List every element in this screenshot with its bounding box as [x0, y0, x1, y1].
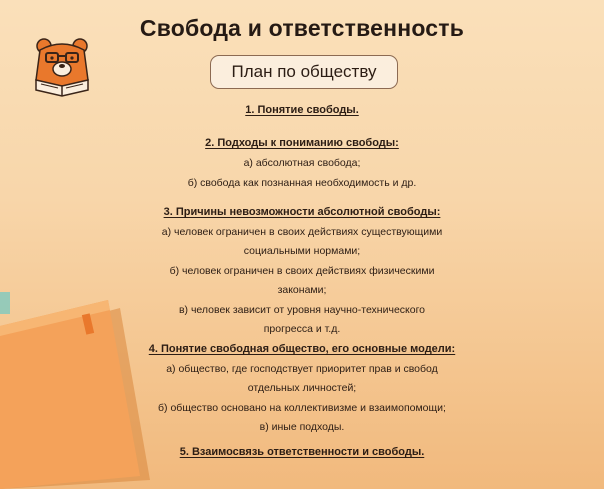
plan-heading-text: 4. Понятие свободная общество, его основные модели:	[148, 343, 456, 355]
plan-item-text: а) человек ограничен в своих действиях существующими	[161, 226, 443, 238]
plan-item	[0, 226, 604, 238]
plan-heading	[0, 446, 604, 458]
plan-item	[0, 304, 604, 316]
plan-item-text: б) общество основано на коллективизме и взаимопомощи;	[158, 402, 446, 414]
plan-heading	[0, 343, 604, 355]
plan-item-text: социальными нормами;	[243, 245, 361, 257]
page-title: Свобода и ответственность	[139, 15, 465, 41]
plan-item	[0, 265, 604, 277]
plan-item-text: а) абсолютная свобода;	[243, 157, 361, 169]
plan-item	[0, 284, 604, 296]
plan-item	[0, 157, 604, 169]
bear-logo-icon	[32, 36, 92, 98]
plan-heading-text: 2. Подходы к пониманию свободы:	[205, 137, 399, 149]
subtitle-badge: План по обществу	[210, 55, 398, 89]
plan-item	[0, 421, 604, 433]
plan-item	[0, 323, 604, 335]
plan-item	[0, 177, 604, 189]
plan-heading	[0, 104, 604, 116]
plan-item-text: в) иные подходы.	[259, 421, 345, 433]
plan-heading	[0, 137, 604, 149]
plan-item-text: отдельных личностей;	[247, 382, 357, 394]
plan-item	[0, 382, 604, 394]
plan-heading-text: 5. Взаимосвязь ответственности и свободы.	[179, 446, 425, 458]
plan-item	[0, 363, 604, 375]
plan-item-text: б) человек ограничен в своих действиях физическими	[169, 265, 435, 277]
plan-item-text: в) человек зависит от уровня научно-технического	[178, 304, 426, 316]
plan-heading	[0, 206, 604, 218]
plan-heading-text: 3. Причины невозможности абсолютной свободы:	[163, 206, 441, 218]
plan-heading-text: 1. Понятие свободы.	[245, 104, 359, 116]
plan-item-text: а) общество, где господствует приоритет прав и свобод	[166, 363, 438, 375]
plan-item-text: законами;	[277, 284, 327, 296]
plan-item-text: б) свобода как познанная необходимость и др.	[187, 177, 417, 189]
plan-item-text: прогресса и т.д.	[263, 323, 341, 335]
plan-item	[0, 402, 604, 414]
plan-item	[0, 245, 604, 257]
